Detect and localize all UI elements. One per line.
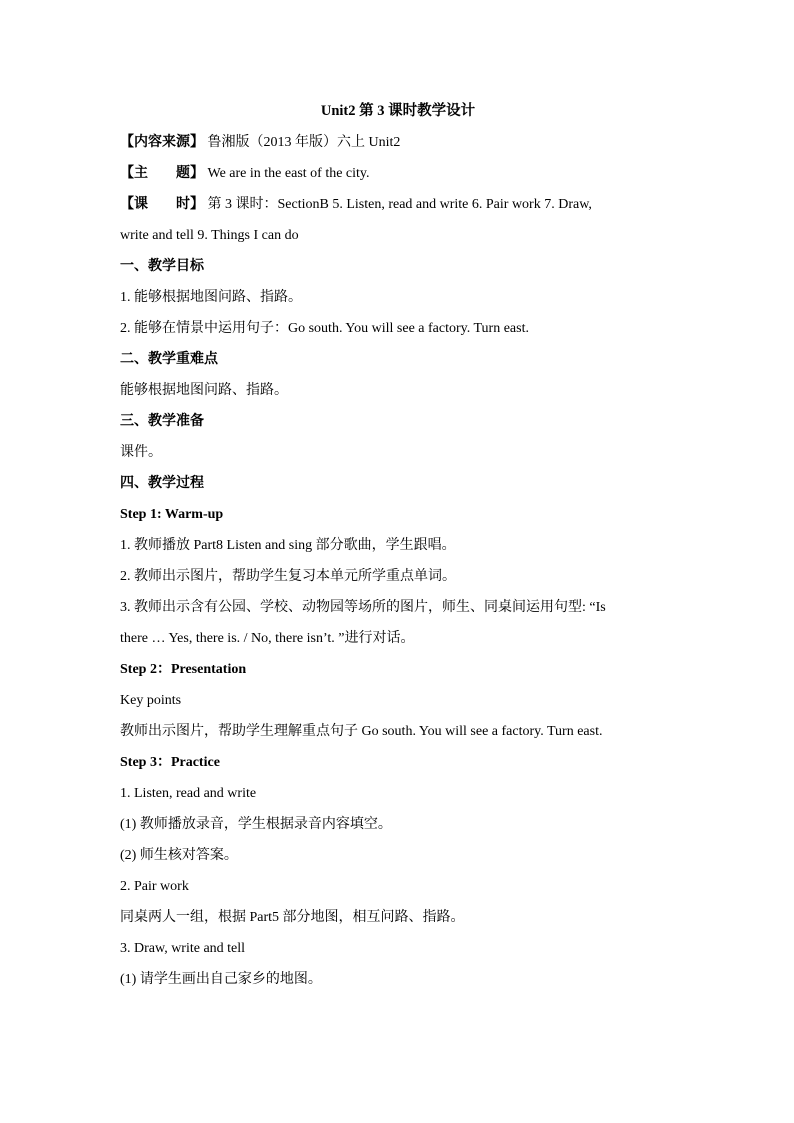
section-preparation-text: 课件。 [120, 445, 162, 460]
step3-line-2: (1) 教师播放录音，学生根据录音内容填空。 [120, 817, 392, 832]
meta-source-value: 鲁湘版（2013 年版）六上 Unit2 [204, 135, 401, 150]
meta-topic-label: 【主 题】 [120, 166, 204, 181]
section-objectives-heading: 一、教学目标 [120, 259, 204, 274]
section-process-heading: 四、教学过程 [120, 476, 204, 491]
section-preparation-heading: 三、教学准备 [120, 414, 204, 429]
step1-item-3: 3. 教师出示含有公园、学校、动物园等场所的图片，师生、同桌间运用句型: “Is [120, 600, 606, 615]
objective-item-1: 1. 能够根据地图问路、指路。 [120, 290, 302, 305]
step1-heading: Step 1: Warm-up [120, 507, 224, 522]
step3-line-4: 2. Pair work [120, 879, 189, 894]
meta-period-continued: write and tell 9. Things I can do [120, 228, 299, 243]
document-title: Unit2 第 3 课时教学设计 [320, 103, 476, 119]
step3-heading: Step 3：Practice [120, 755, 220, 770]
meta-source [120, 127, 676, 158]
step3-line-1: 1. Listen, read and write [120, 786, 257, 801]
meta-topic [120, 158, 676, 189]
step2-heading: Step 2：Presentation [120, 662, 247, 677]
meta-period-value: 第 3 课时：SectionB 5. Listen, read and write 6. Pair work 7. Draw, [204, 197, 592, 212]
document-page [120, 96, 676, 995]
step2-subheading: Key points [120, 693, 182, 708]
section-keypoints-heading: 二、教学重难点 [120, 352, 218, 367]
step2-text: 教师出示图片，帮助学生理解重点句子 Go south. You will see a factory. Turn east. [120, 724, 603, 739]
step3-line-7: (1) 请学生画出自己家乡的地图。 [120, 972, 322, 987]
step1-item-2: 2. 教师出示图片，帮助学生复习本单元所学重点单词。 [120, 569, 456, 584]
step1-item-3-continued: there … Yes, there is. / No, there isn’t. ”进行对话。 [120, 631, 415, 646]
objective-item-2: 2. 能够在情景中运用句子：Go south. You will see a factory. Turn east. [120, 321, 529, 336]
step3-line-5: 同桌两人一组，根据 Part5 部分地图，相互问路、指路。 [120, 910, 465, 925]
step3-line-6: 3. Draw, write and tell [120, 941, 246, 956]
step1-item-1: 1. 教师播放 Part8 Listen and sing 部分歌曲，学生跟唱。 [120, 538, 456, 553]
meta-topic-value: We are in the east of the city. [204, 166, 370, 181]
meta-period-label: 【课 时】 [120, 197, 204, 212]
step3-line-3: (2) 师生核对答案。 [120, 848, 238, 863]
meta-source-label: 【内容来源】 [120, 135, 204, 150]
meta-period [120, 189, 676, 220]
section-keypoints-text: 能够根据地图问路、指路。 [120, 383, 288, 398]
